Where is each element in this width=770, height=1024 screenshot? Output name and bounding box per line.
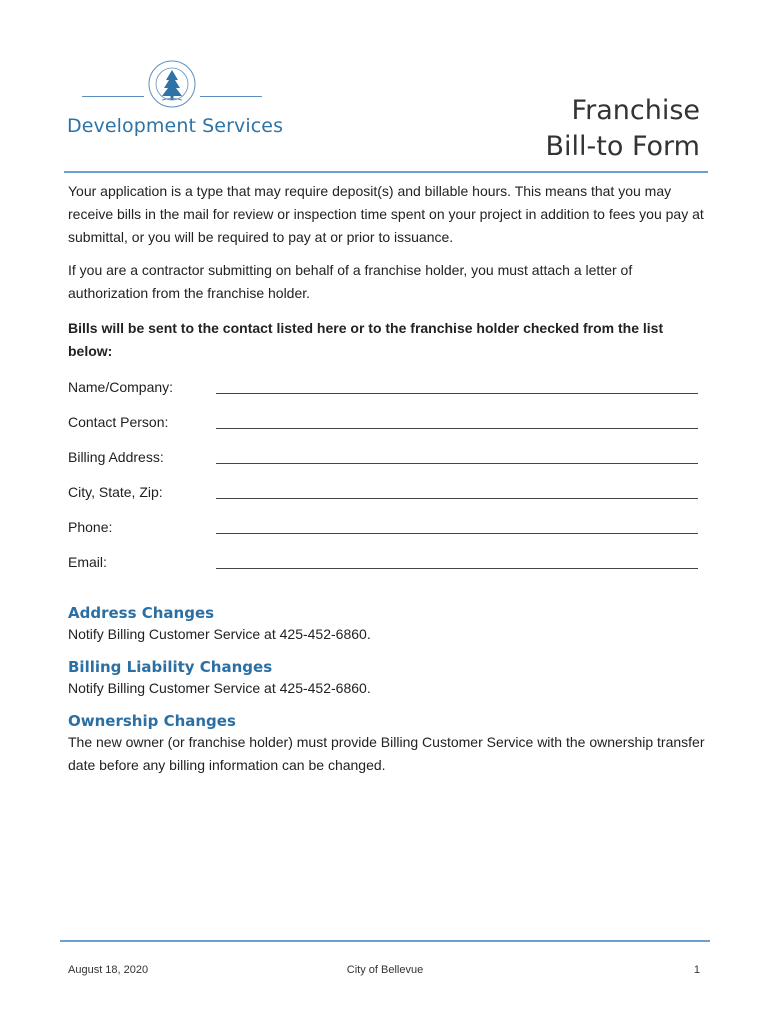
name-company-field[interactable] — [216, 393, 698, 394]
city-state-zip-field[interactable] — [216, 498, 698, 499]
field-label: Billing Address: — [68, 449, 164, 465]
billing-address-field[interactable] — [216, 463, 698, 464]
header-divider — [64, 171, 708, 173]
ownership-changes-heading: Ownership Changes — [68, 712, 236, 730]
field-label: Name/Company: — [68, 379, 174, 395]
field-label: City, State, Zip: — [68, 484, 163, 500]
footer-date: August 18, 2020 — [68, 964, 149, 976]
page-number: 1 — [693, 964, 700, 976]
email-row — [68, 552, 698, 576]
city-logo — [82, 58, 262, 110]
field-label: Contact Person: — [68, 414, 169, 430]
form-title — [546, 93, 700, 165]
form-title-line2: Bill-to Form — [545, 131, 700, 162]
billing-liability-text: Notify Billing Customer Service at 425-452-6860. — [68, 680, 371, 696]
billing-liability-heading: Billing Liability Changes — [68, 658, 273, 676]
intro-paragraph: Your application is a type that may require deposit(s) and billable hours. This means that you may receive bills in the mail for review or inspection time spent on your project in addition to fees you pay at submittal, or you will be required to pay at or prior to issuance. — [68, 183, 704, 245]
footer-divider — [60, 940, 710, 942]
phone-field[interactable] — [216, 533, 698, 534]
city-seal-icon — [142, 58, 202, 110]
address-changes-heading: Address Changes — [68, 604, 215, 622]
address-changes-text: Notify Billing Customer Service at 425-452-6860. — [68, 626, 371, 642]
city-state-zip-row — [68, 482, 698, 506]
field-label: Phone: — [68, 519, 113, 535]
contractor-paragraph: If you are a contractor submitting on behalf of a franchise holder, you must attach a letter of authorization from the franchise holder. — [68, 262, 633, 301]
billing-address-row — [68, 447, 698, 471]
logo-divider-right — [200, 96, 262, 97]
phone-row — [68, 517, 698, 541]
contact-person-row — [68, 412, 698, 436]
form-title-line1: Franchise — [571, 95, 700, 126]
footer-organization: City of Bellevue — [346, 964, 424, 976]
field-label: Email: — [68, 554, 107, 570]
ownership-changes-text: The new owner (or franchise holder) must provide Billing Customer Service with the ownership transfer date before any billing information can be changed. — [68, 734, 705, 773]
bills-instruction: Bills will be sent to the contact listed here or to the franchise holder checked from the list below: — [68, 320, 664, 359]
logo-divider-left — [82, 96, 144, 97]
email-field[interactable] — [216, 568, 698, 569]
department-name: Development Services — [67, 115, 284, 137]
name-company-row — [68, 377, 698, 401]
contact-person-field[interactable] — [216, 428, 698, 429]
